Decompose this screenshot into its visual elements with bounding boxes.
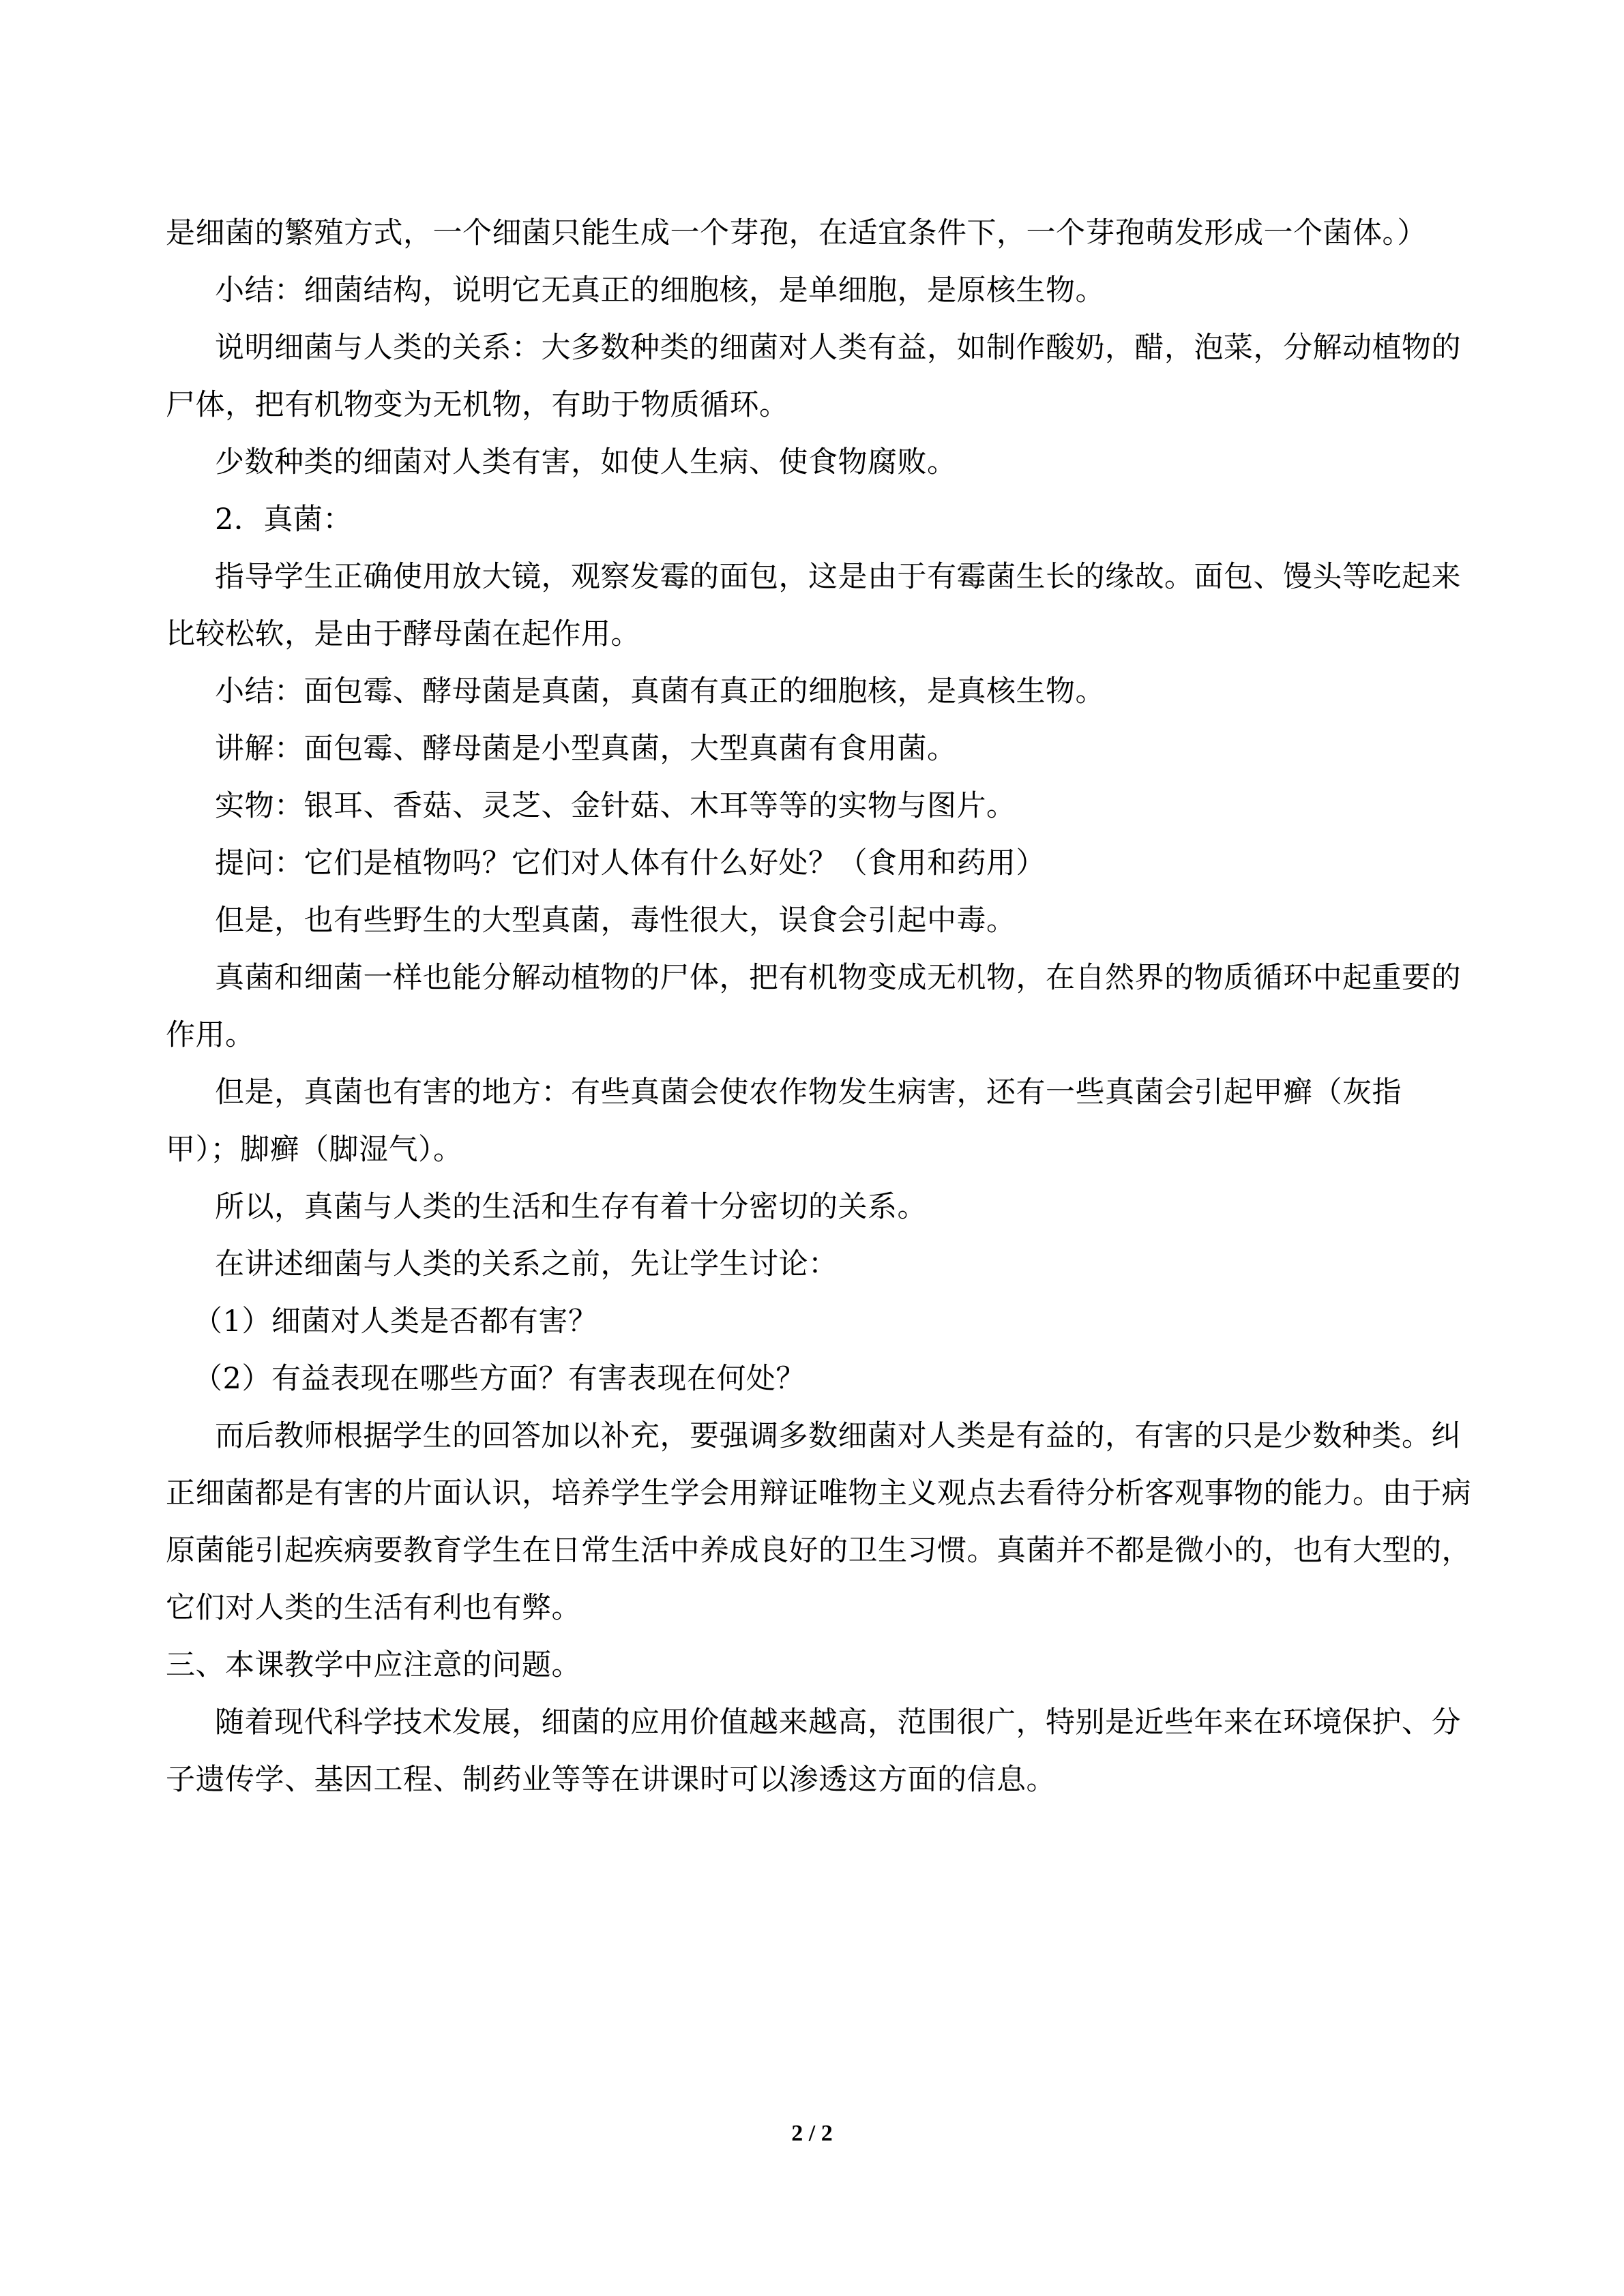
- paragraph-explanation: 讲解：面包霉、酵母菌是小型真菌，大型真菌有食用菌。: [215, 732, 957, 766]
- paragraph-modern-applications: 随着现代科学技术发展，细菌的应用价值越来越高，范围很广，特别是近些年来在环境保护、分子遗传学、基因工程、制药业等等在讲课时可以渗透这方面的信息。: [166, 1705, 1461, 1797]
- paragraph-fungi-decompose: 真菌和细菌一样也能分解动植物的尸体，把有机物变成无机物，在自然界的物质循环中起重要的作用。: [166, 961, 1461, 1052]
- document-body: [166, 205, 1475, 1808]
- paragraph-fungi-harm: 但是，真菌也有害的地方：有些真菌会使农作物发生病害，还有一些真菌会引起甲癣（灰指甲）；脚癣（脚湿气）。: [166, 1075, 1402, 1167]
- discussion-question-2: （2）有益表现在哪些方面？有害表现在何处？: [193, 1362, 806, 1396]
- paragraph-magnifier: 指导学生正确使用放大镜，观察发霉的面包，这是由于有霉菌生长的缘故。面包、馒头等吃起来比较松软，是由于酵母菌在起作用。: [166, 560, 1461, 651]
- paragraph-bacteria-harm: 少数种类的细菌对人类有害，如使人生病、使食物腐败。: [215, 445, 957, 479]
- paragraph-summary-fungi: 小结：面包霉、酵母菌是真菌，真菌有真正的细胞核，是真核生物。: [215, 674, 1105, 709]
- paragraph-bacteria-relation: 说明细菌与人类的关系：大多数种类的细菌对人类有益，如制作酸奶，醋，泡菜，分解动植物的尸体，把有机物变为无机物，有助于物质循环。: [166, 331, 1461, 422]
- paragraph-fungi-relation: 所以，真菌与人类的生活和生存有着十分密切的关系。: [215, 1190, 927, 1224]
- paragraph-specimens: 实物：银耳、香菇、灵芝、金针菇、木耳等等的实物与图片。: [215, 789, 1016, 823]
- paragraph-discussion-intro: 在讲述细菌与人类的关系之前，先让学生讨论：: [215, 1247, 838, 1281]
- discussion-question-1: （1）细菌对人类是否都有害？: [193, 1304, 598, 1339]
- paragraph-question: 提问：它们是植物吗？它们对人体有什么好处？（食用和药用）: [215, 846, 1046, 880]
- paragraph-teacher-supplement: 而后教师根据学生的回答加以补充，要强调多数细菌对人类是有益的，有害的只是少数种类。纠正细菌都是有害的片面认识，培养学生学会用辩证唯物主义观点去看待分析客观事物的能力。由于病原菌能引起疾病要教育学生在日常生活中养成良好的卫生习惯。真菌并不都是微小的，也有大型的，它们对人类的生活有利也有弊。: [166, 1419, 1471, 1625]
- section-heading-fungi: 2．真菌：: [215, 503, 353, 537]
- paragraph-summary-bacteria: 小结：细菌结构，说明它无真正的细胞核，是单细胞，是原核生物。: [215, 273, 1105, 308]
- paragraph-poison-warning: 但是，也有些野生的大型真菌，毒性很大，误食会引起中毒。: [215, 904, 1016, 938]
- paragraph-continuation: 是细菌的繁殖方式，一个细菌只能生成一个芽孢，在适宜条件下，一个芽孢萌发形成一个菌体。）: [166, 216, 1427, 250]
- section-heading-notes: 三、本课教学中应注意的问题。: [166, 1648, 581, 1682]
- page-number: 2 / 2: [791, 2121, 833, 2146]
